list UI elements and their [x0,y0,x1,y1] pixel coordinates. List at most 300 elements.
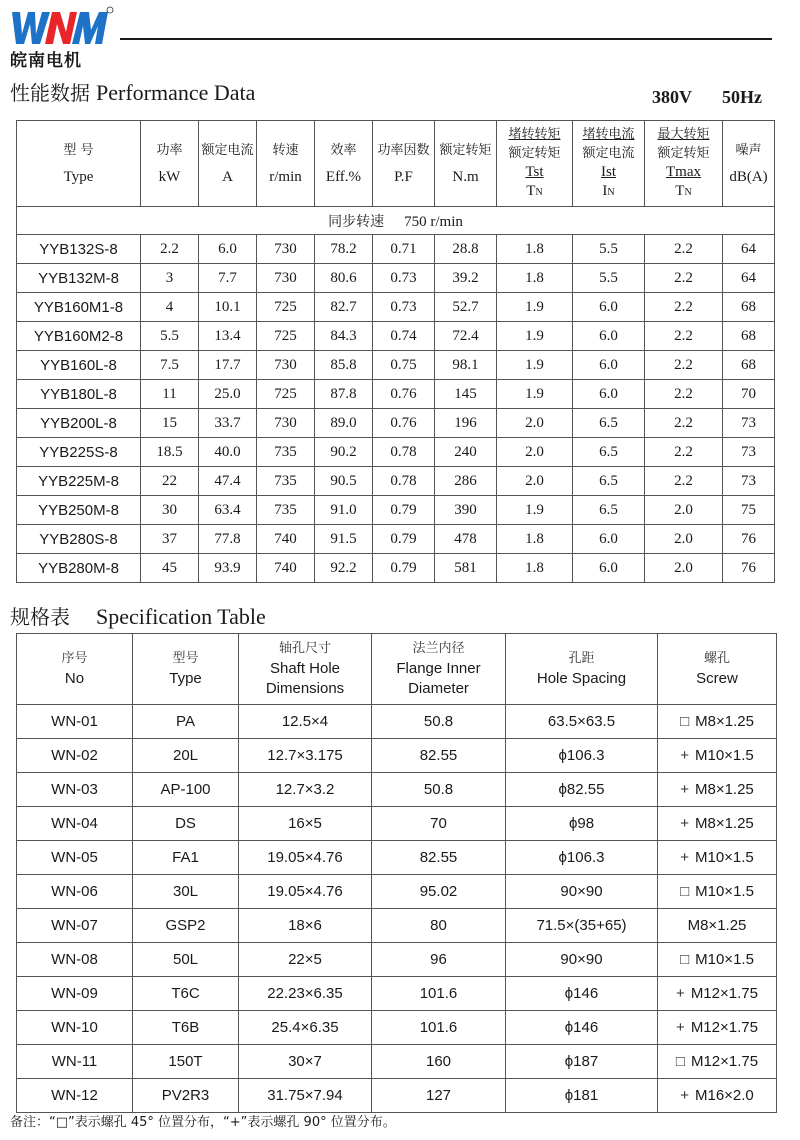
spec-shaft-cell: 18×6 [239,909,372,943]
motor-type-cell: YYB160M2-8 [17,322,141,351]
spec-shaft-cell: 25.4×6.35 [239,1011,372,1045]
performance-value-cell: 76 [723,554,775,583]
performance-value-cell: 1.9 [497,380,573,409]
sync-speed-value: 750 r/min [404,213,463,230]
specification-row [17,705,777,739]
performance-value-cell: 40.0 [199,438,257,467]
performance-value-cell: 75 [723,496,775,525]
spec-flange-cell: 70 [372,807,506,841]
performance-value-cell: 390 [435,496,497,525]
performance-value-cell: 0.74 [373,322,435,351]
spec-flange-cell: 82.55 [372,841,506,875]
spec-type-cell: GSP2 [133,909,239,943]
performance-value-cell: 5.5 [573,264,645,293]
spec-screw-cell [658,1011,777,1045]
specification-row [17,943,777,977]
performance-value-cell: 0.73 [373,293,435,322]
spec-spacing-cell: ϕ106.3 [506,739,658,773]
spec-spacing-cell: ϕ181 [506,1079,658,1113]
performance-value-cell: 68 [723,322,775,351]
performance-value-cell: 0.79 [373,525,435,554]
performance-value-cell: 2.0 [645,554,723,583]
header-label-cn: 孔距 [568,651,595,666]
header-ratio-numerator: Tmax [666,164,701,180]
screw-size: M8×1.25 [694,815,754,832]
performance-value-cell: 82.7 [315,293,373,322]
specification-row [17,977,777,1011]
header-label-cn: 型 号 [63,142,94,158]
header-label-en: Type [169,670,202,687]
header-ratio-numerator: Tst [525,164,544,180]
performance-value-cell: 2.2 [645,438,723,467]
performance-value-cell: 28.8 [435,235,497,264]
motor-type-cell: YYB200L-8 [17,409,141,438]
performance-value-cell: 581 [435,554,497,583]
performance-value-cell: 2.2 [645,380,723,409]
performance-value-cell: 70 [723,380,775,409]
cross-90deg-icon: + [680,781,689,798]
header-label-cn: 法兰内径 [412,641,465,656]
spec-no-cell: WN-05 [17,841,133,875]
performance-header-cell [723,121,775,207]
header-ratio-numerator: Ist [601,164,616,180]
performance-value-cell: 2.0 [497,409,573,438]
spec-spacing-cell: ϕ187 [506,1045,658,1079]
specification-header-cell [17,634,133,705]
performance-row [17,467,775,496]
screw-size: M10×1.5 [694,747,754,764]
specification-row [17,875,777,909]
square-45deg-icon: □ [675,1053,685,1070]
spec-screw-cell [658,1079,777,1113]
performance-value-cell: 2.2 [141,235,199,264]
header-label-cn: 型号 [172,651,199,666]
cross-90deg-icon: + [680,849,689,866]
performance-value-cell: 196 [435,409,497,438]
company-name: 皖南电机 [10,51,82,71]
spec-spacing-cell: 90×90 [506,875,658,909]
performance-value-cell: 0.76 [373,409,435,438]
performance-value-cell: 6.0 [573,380,645,409]
header-label-en: No [64,670,85,687]
performance-row [17,525,775,554]
spec-flange-cell: 160 [372,1045,506,1079]
performance-value-cell: 740 [257,554,315,583]
performance-row [17,351,775,380]
header-label-en: Hole Spacing [536,670,627,687]
performance-value-cell: 1.9 [497,293,573,322]
performance-value-cell: 6.0 [199,235,257,264]
performance-value-cell: 18.5 [141,438,199,467]
spec-spacing-cell: ϕ146 [506,1011,658,1045]
header-label-cn: 转速 [272,142,299,158]
performance-value-cell: 80.6 [315,264,373,293]
header-label-en: P.F [394,168,413,185]
header-label-cn: 额定转矩 [439,142,492,158]
spec-type-cell: AP-100 [133,773,239,807]
header-label-en: N.m [452,168,479,185]
screw-size: M10×1.5 [694,849,754,866]
header-ratio-denominator-base: I [602,183,608,199]
header-ratio-denominator [497,182,572,202]
header-label-cn: 功率因数 [377,142,430,158]
specification-table [16,633,777,1113]
spec-flange-cell: 50.8 [372,705,506,739]
spec-flange-cell: 101.6 [372,1011,506,1045]
performance-value-cell: 63.4 [199,496,257,525]
spec-no-cell: WN-10 [17,1011,133,1045]
spec-shaft-cell: 30×7 [239,1045,372,1079]
header-label-en: Type [63,168,94,185]
specification-row [17,1079,777,1113]
header-ratio-denominator-cn: 额定电流 [582,146,635,161]
specification-header-cell [658,634,777,705]
spec-shaft-cell: 22.23×6.35 [239,977,372,1011]
performance-value-cell: 7.7 [199,264,257,293]
performance-value-cell: 4 [141,293,199,322]
performance-value-cell: 5.5 [573,235,645,264]
spec-spacing-cell: ϕ106.3 [506,841,658,875]
spec-no-cell: WN-09 [17,977,133,1011]
spec-screw-cell [658,739,777,773]
performance-title-en: Performance Data [96,80,256,105]
performance-value-cell: 2.2 [645,235,723,264]
performance-value-cell: 740 [257,525,315,554]
performance-value-cell: 1.9 [497,322,573,351]
performance-value-cell: 2.2 [645,409,723,438]
performance-value-cell: 725 [257,380,315,409]
square-45deg-icon: □ [680,883,690,900]
performance-value-cell: 2.0 [497,467,573,496]
square-45deg-icon: □ [680,951,690,968]
header-label-cn: 功率 [156,142,183,158]
performance-row [17,264,775,293]
header-label-en: dB(A) [729,168,768,185]
spec-shaft-cell: 12.7×3.2 [239,773,372,807]
performance-value-cell: 22 [141,467,199,496]
performance-value-cell: 2.2 [645,322,723,351]
performance-value-cell: 77.8 [199,525,257,554]
cross-90deg-icon: + [676,1019,685,1036]
performance-value-cell: 240 [435,438,497,467]
spec-screw-cell [658,773,777,807]
motor-type-cell: YYB132S-8 [17,235,141,264]
performance-value-cell: 90.2 [315,438,373,467]
screw-size: M10×1.5 [695,883,754,900]
header-ratio-denominator-base: T [526,183,536,199]
registered-mark-icon [107,7,113,13]
spec-type-cell: FA1 [133,841,239,875]
header-label-cn: 序号 [61,651,88,666]
square-45deg-icon: □ [680,713,690,730]
spec-no-cell: WN-04 [17,807,133,841]
specification-row [17,773,777,807]
performance-header-cell [373,121,435,207]
spec-screw-cell [658,943,777,977]
performance-value-cell: 1.9 [497,496,573,525]
screw-size: M12×1.75 [690,1053,759,1070]
spec-spacing-cell: 63.5×63.5 [506,705,658,739]
performance-title [10,80,255,106]
spec-type-cell: 50L [133,943,239,977]
header-ratio-numerator-cn: 堵转转矩 [508,127,561,142]
performance-value-cell: 72.4 [435,322,497,351]
specification-row [17,841,777,875]
header-label-en: Shaft Hole Dimensions [265,660,345,697]
performance-value-cell: 0.71 [373,235,435,264]
performance-value-cell: 91.0 [315,496,373,525]
performance-value-cell: 10.1 [199,293,257,322]
spec-no-cell: WN-03 [17,773,133,807]
spec-flange-cell: 101.6 [372,977,506,1011]
screw-size: M10×1.5 [695,951,754,968]
specification-header-cell [506,634,658,705]
performance-value-cell: 6.5 [573,438,645,467]
performance-value-cell: 1.8 [497,525,573,554]
spec-no-cell: WN-07 [17,909,133,943]
specification-title-cn: 规格表 [10,605,70,629]
performance-value-cell: 11 [141,380,199,409]
performance-value-cell: 6.0 [573,525,645,554]
specification-title-en: Specification Table [96,604,266,629]
motor-type-cell: YYB280S-8 [17,525,141,554]
performance-value-cell: 98.1 [435,351,497,380]
spec-screw-cell [658,807,777,841]
cross-90deg-icon: + [680,747,689,764]
header-ratio-denominator-cn: 额定转矩 [657,146,710,161]
performance-value-cell: 1.9 [497,351,573,380]
performance-value-cell: 45 [141,554,199,583]
spec-spacing-cell: 71.5×(35+65) [506,909,658,943]
performance-header-cell [497,121,573,207]
header-ratio-denominator [645,182,722,202]
performance-value-cell: 6.0 [573,293,645,322]
specification-header-cell [372,634,506,705]
performance-value-cell: 735 [257,467,315,496]
performance-value-cell: 725 [257,293,315,322]
performance-header-cell [315,121,373,207]
performance-value-cell: 93.9 [199,554,257,583]
spec-screw-cell [658,977,777,1011]
performance-value-cell: 145 [435,380,497,409]
spec-type-cell: PV2R3 [133,1079,239,1113]
performance-value-cell: 730 [257,409,315,438]
performance-value-cell: 52.7 [435,293,497,322]
spec-screw-cell [658,841,777,875]
performance-title-cn: 性能数据 [10,81,90,105]
spec-shaft-cell: 31.75×7.94 [239,1079,372,1113]
cross-90deg-icon: + [680,1087,689,1104]
screw-size: M8×1.25 [694,781,754,798]
performance-value-cell: 47.4 [199,467,257,496]
performance-value-cell: 92.2 [315,554,373,583]
header-label-cn: 轴孔尺寸 [278,641,331,656]
performance-value-cell: 6.5 [573,496,645,525]
header-rule [120,38,772,40]
performance-value-cell: 78.2 [315,235,373,264]
performance-value-cell: 90.5 [315,467,373,496]
screw-size: M8×1.25 [695,713,754,730]
performance-value-cell: 735 [257,496,315,525]
performance-value-cell: 6.5 [573,409,645,438]
header-label-en: Flange Inner Diameter [396,660,481,697]
header-label-cn: 螺孔 [703,651,730,666]
specification-row [17,1011,777,1045]
screw-size: M12×1.75 [690,1019,758,1036]
spec-flange-cell: 96 [372,943,506,977]
performance-value-cell: 0.78 [373,438,435,467]
header-label-en: A [222,168,233,185]
header-ratio-denominator-sub: N [607,187,615,198]
specification-header-cell [133,634,239,705]
specification-row [17,909,777,943]
sync-speed-row [17,207,775,235]
performance-value-cell: 64 [723,235,775,264]
performance-value-cell: 91.5 [315,525,373,554]
specification-header-row [17,634,777,705]
performance-value-cell: 2.0 [645,525,723,554]
performance-value-cell: 6.0 [573,351,645,380]
performance-value-cell: 76 [723,525,775,554]
spec-shaft-cell: 22×5 [239,943,372,977]
performance-value-cell: 73 [723,467,775,496]
footnote: 备注：“□”表示螺孔 45° 位置分布，“+”表示螺孔 90° 位置分布。 [10,1115,396,1130]
performance-value-cell: 68 [723,351,775,380]
spec-no-cell: WN-11 [17,1045,133,1079]
spec-type-cell: T6C [133,977,239,1011]
header-ratio-denominator-sub: N [684,187,692,198]
performance-value-cell: 2.0 [645,496,723,525]
performance-header-cell [257,121,315,207]
performance-value-cell: 30 [141,496,199,525]
performance-value-cell: 3 [141,264,199,293]
performance-value-cell: 15 [141,409,199,438]
performance-value-cell: 6.5 [573,467,645,496]
header-label-cn: 额定电流 [201,142,254,158]
logo-wordmark [12,12,108,44]
spec-flange-cell: 50.8 [372,773,506,807]
performance-value-cell: 37 [141,525,199,554]
performance-value-cell: 0.76 [373,380,435,409]
screw-size: M12×1.75 [690,985,758,1002]
performance-value-cell: 84.3 [315,322,373,351]
spec-shaft-cell: 16×5 [239,807,372,841]
motor-type-cell: YYB225S-8 [17,438,141,467]
spec-screw-cell [658,909,777,943]
spec-flange-cell: 127 [372,1079,506,1113]
spec-no-cell: WN-02 [17,739,133,773]
performance-value-cell: 33.7 [199,409,257,438]
performance-value-cell: 85.8 [315,351,373,380]
spec-screw-cell [658,875,777,909]
frequency-label: 50Hz [722,87,762,107]
spec-shaft-cell: 12.7×3.175 [239,739,372,773]
header-label-en: r/min [269,168,302,185]
spec-no-cell: WN-12 [17,1079,133,1113]
header-ratio-denominator-cn: 额定转矩 [508,146,561,161]
sync-speed-cell [17,207,775,235]
motor-type-cell: YYB160M1-8 [17,293,141,322]
specification-row [17,1045,777,1079]
performance-row [17,554,775,583]
cross-90deg-icon: + [676,985,685,1002]
performance-value-cell: 2.2 [645,467,723,496]
header-label-cn: 效率 [330,142,357,158]
spec-flange-cell: 80 [372,909,506,943]
spec-flange-cell: 82.55 [372,739,506,773]
specification-row [17,739,777,773]
spec-type-cell: 20L [133,739,239,773]
header-ratio-numerator-cn: 最大转矩 [657,127,710,142]
performance-value-cell: 87.8 [315,380,373,409]
performance-value-cell: 73 [723,409,775,438]
spec-type-cell: T6B [133,1011,239,1045]
performance-value-cell: 5.5 [141,322,199,351]
spec-type-cell: DS [133,807,239,841]
performance-value-cell: 39.2 [435,264,497,293]
performance-value-cell: 73 [723,438,775,467]
specification-header-cell [239,634,372,705]
motor-type-cell: YYB280M-8 [17,554,141,583]
header-ratio-denominator [573,182,644,202]
performance-value-cell: 1.8 [497,235,573,264]
performance-value-cell: 6.0 [573,322,645,351]
wnm-logo [10,6,114,48]
performance-value-cell: 6.0 [573,554,645,583]
header-ratio-denominator-base: T [675,183,685,199]
spec-spacing-cell: ϕ98 [506,807,658,841]
performance-row [17,496,775,525]
spec-shaft-cell: 19.05×4.76 [239,841,372,875]
motor-type-cell: YYB180L-8 [17,380,141,409]
performance-row [17,235,775,264]
performance-value-cell: 0.78 [373,467,435,496]
specification-title [10,604,266,630]
performance-value-cell: 17.7 [199,351,257,380]
specification-row [17,807,777,841]
performance-header-cell [573,121,645,207]
header-ratio-numerator-cn: 堵转电流 [582,127,635,142]
performance-value-cell: 13.4 [199,322,257,351]
performance-row [17,380,775,409]
voltage-label: 380V [652,87,692,107]
header-label-en: Screw [696,670,738,687]
performance-value-cell: 1.8 [497,264,573,293]
cross-90deg-icon: + [680,815,689,832]
performance-table [16,120,775,583]
spec-shaft-cell: 12.5×4 [239,705,372,739]
performance-value-cell: 730 [257,235,315,264]
motor-type-cell: YYB250M-8 [17,496,141,525]
header-ratio-denominator-sub: N [535,187,543,198]
performance-value-cell: 2.2 [645,351,723,380]
performance-header-row [17,121,775,207]
performance-value-cell: 2.0 [497,438,573,467]
performance-value-cell: 68 [723,293,775,322]
performance-value-cell: 478 [435,525,497,554]
header-label-en: Eff.% [325,168,362,185]
performance-value-cell: 1.8 [497,554,573,583]
motor-type-cell: YYB132M-8 [17,264,141,293]
spec-flange-cell: 95.02 [372,875,506,909]
motor-type-cell: YYB160L-8 [17,351,141,380]
spec-screw-cell [658,1045,777,1079]
performance-row [17,438,775,467]
performance-header-cell [17,121,141,207]
spec-spacing-cell: ϕ146 [506,977,658,1011]
performance-value-cell: 735 [257,438,315,467]
performance-header-cell [199,121,257,207]
